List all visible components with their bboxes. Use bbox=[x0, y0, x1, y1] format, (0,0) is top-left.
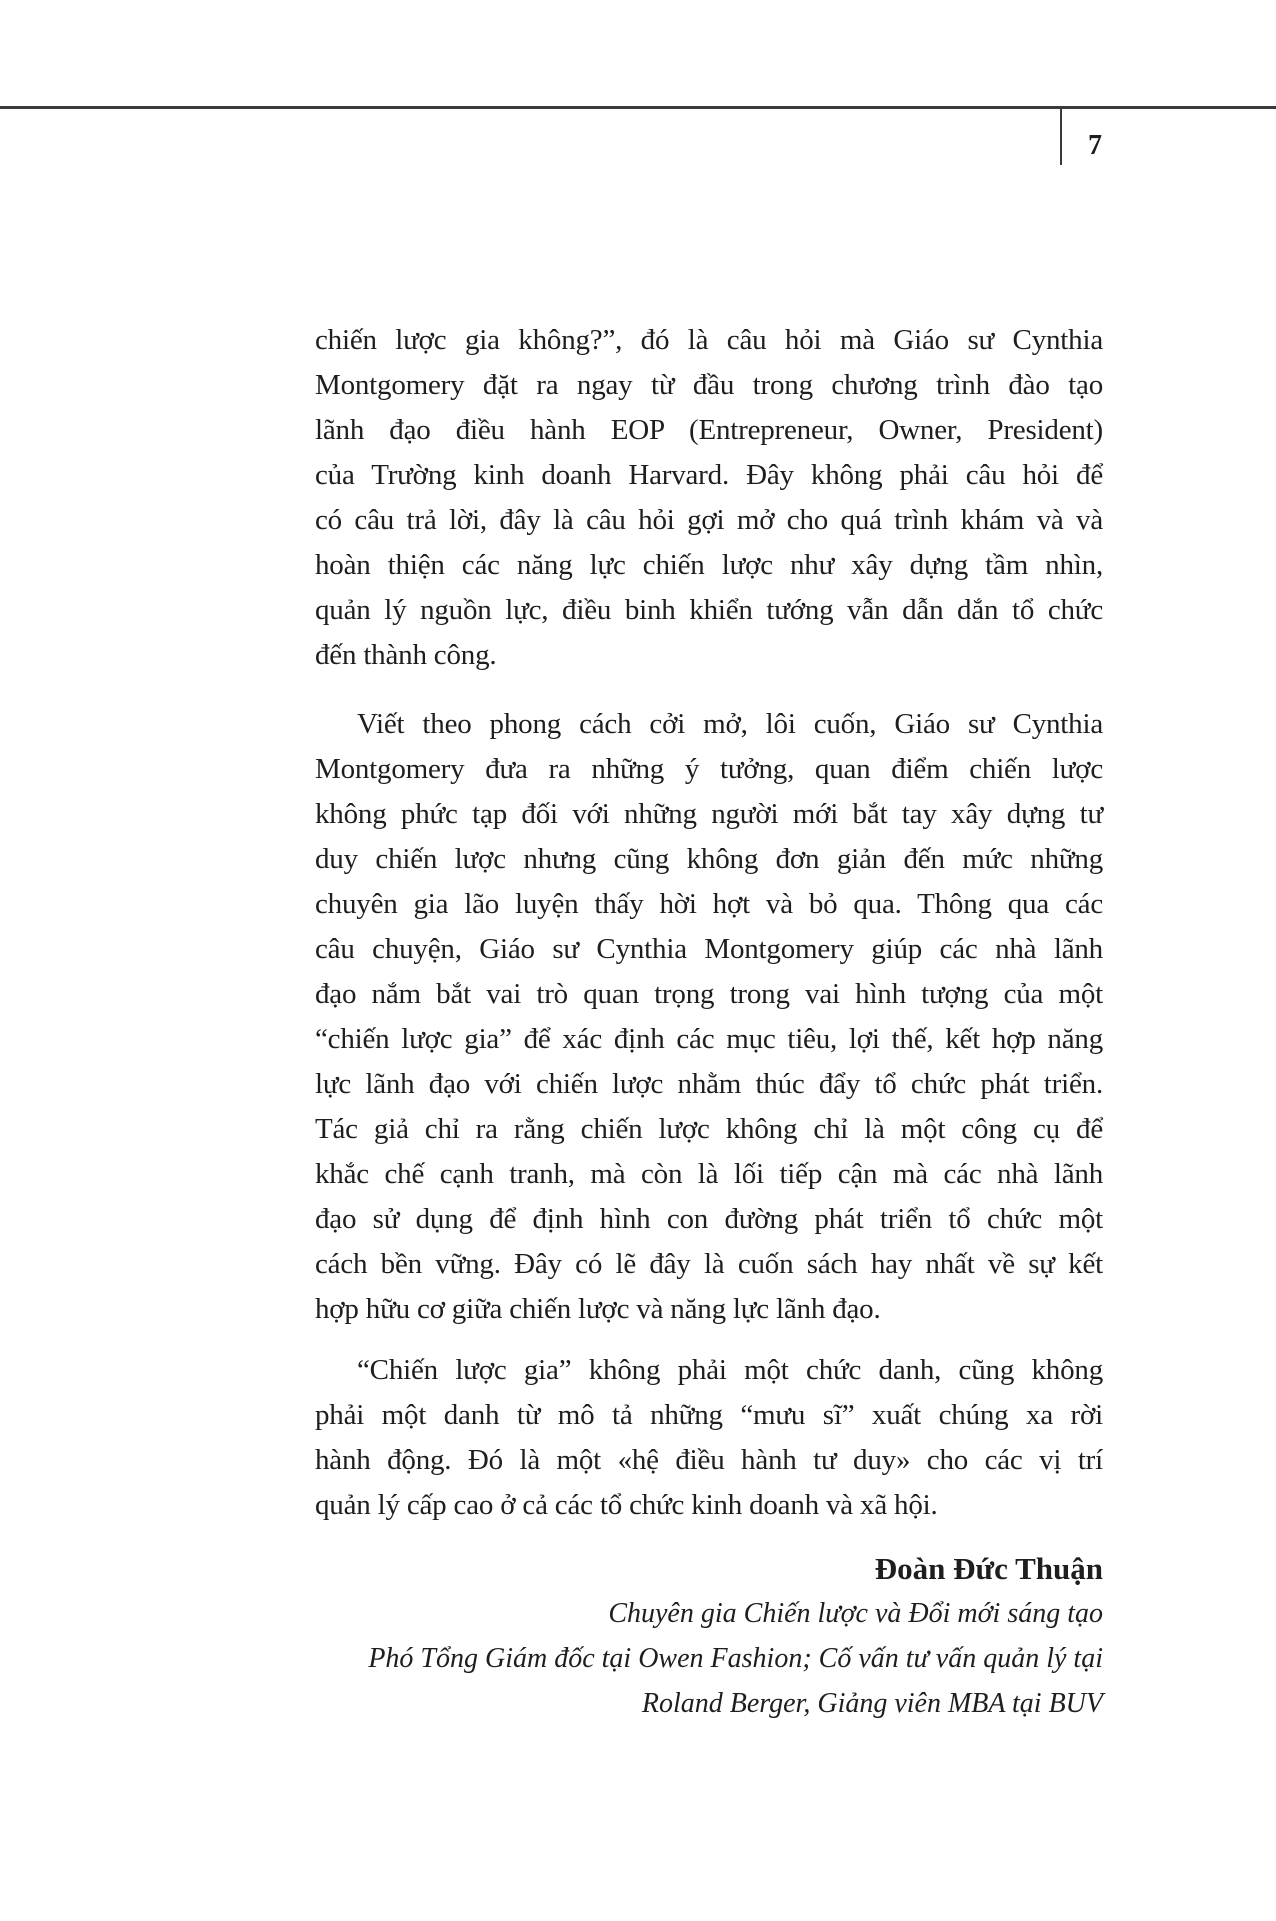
signature-credential: Roland Berger, Giảng viên MBA tại BUV bbox=[641, 1688, 1103, 1719]
text-line: hợp hữu cơ giữa chiến lược và năng lực lãnh đạo. bbox=[315, 1293, 881, 1325]
text-line: cách bền vững. Đây có lẽ đây là cuốn sách hay nhất về sự kết bbox=[315, 1248, 1103, 1280]
text-line: Tác giả chỉ ra rằng chiến lược không chỉ là một công cụ để bbox=[315, 1113, 1103, 1145]
text-line: chuyên gia lão luyện thấy hời hợt và bỏ qua. Thông qua các bbox=[315, 888, 1103, 920]
signature-credential: Phó Tổng Giám đốc tại Owen Fashion; Cố vấn tư vấn quản lý tại bbox=[368, 1643, 1103, 1674]
header-rule bbox=[0, 106, 1276, 109]
text-line: đạo nắm bắt vai trò quan trọng trong vai hình tượng của một bbox=[315, 978, 1103, 1010]
text-line: đến thành công. bbox=[315, 639, 497, 671]
text-line: không phức tạp đối với những người mới bắt tay xây dựng tư bbox=[315, 798, 1103, 830]
text-line: lãnh đạo điều hành EOP (Entrepreneur, Owner, President) bbox=[315, 414, 1103, 446]
text-line: lực lãnh đạo với chiến lược nhằm thúc đẩy tổ chức phát triển. bbox=[315, 1068, 1103, 1100]
paragraph bbox=[315, 702, 1103, 1332]
text-line: duy chiến lược nhưng cũng không đơn giản đến mức những bbox=[315, 843, 1103, 875]
text-line: có câu trả lời, đây là câu hỏi gợi mở cho quá trình khám và và bbox=[315, 504, 1103, 536]
text-line: phải một danh từ mô tả những “mưu sĩ” xuất chúng xa rời bbox=[315, 1399, 1103, 1431]
text-line: khắc chế cạnh tranh, mà còn là lối tiếp cận mà các nhà lãnh bbox=[315, 1158, 1103, 1190]
text-line: hành động. Đó là một «hệ điều hành tư duy» cho các vị trí bbox=[315, 1444, 1103, 1476]
text-line: Montgomery đặt ra ngay từ đầu trong chương trình đào tạo bbox=[315, 369, 1103, 401]
text-line: chiến lược gia không?”, đó là câu hỏi mà Giáo sư Cynthia bbox=[315, 324, 1103, 356]
signature-block bbox=[315, 1546, 1103, 1726]
text-line: đạo sử dụng để định hình con đường phát triển tổ chức một bbox=[315, 1203, 1103, 1235]
paragraph bbox=[315, 318, 1103, 678]
signature-credential: Chuyên gia Chiến lược và Đổi mới sáng tạo bbox=[608, 1598, 1103, 1629]
page-number: 7 bbox=[1088, 130, 1102, 161]
text-line: “chiến lược gia” để xác định các mục tiêu, lợi thế, kết hợp năng bbox=[315, 1023, 1103, 1055]
text-line: câu chuyện, Giáo sư Cynthia Montgomery giúp các nhà lãnh bbox=[315, 933, 1103, 965]
text-line: hoàn thiện các năng lực chiến lược như xây dựng tầm nhìn, bbox=[315, 549, 1103, 581]
text-line: Viết theo phong cách cởi mở, lôi cuốn, Giáo sư Cynthia bbox=[357, 708, 1103, 740]
text-line: quản lý nguồn lực, điều binh khiển tướng vẫn dẫn dắn tổ chức bbox=[315, 594, 1103, 626]
text-line: của Trường kinh doanh Harvard. Đây không phải câu hỏi để bbox=[315, 459, 1103, 491]
paragraph bbox=[315, 1348, 1103, 1528]
signature-name: Đoàn Đức Thuận bbox=[874, 1551, 1103, 1586]
text-line: quản lý cấp cao ở cả các tổ chức kinh doanh và xã hội. bbox=[315, 1489, 938, 1521]
page-content bbox=[315, 318, 1103, 1726]
text-line: “Chiến lược gia” không phải một chức danh, cũng không bbox=[357, 1354, 1103, 1386]
text-line: Montgomery đưa ra những ý tưởng, quan điểm chiến lược bbox=[315, 753, 1103, 785]
